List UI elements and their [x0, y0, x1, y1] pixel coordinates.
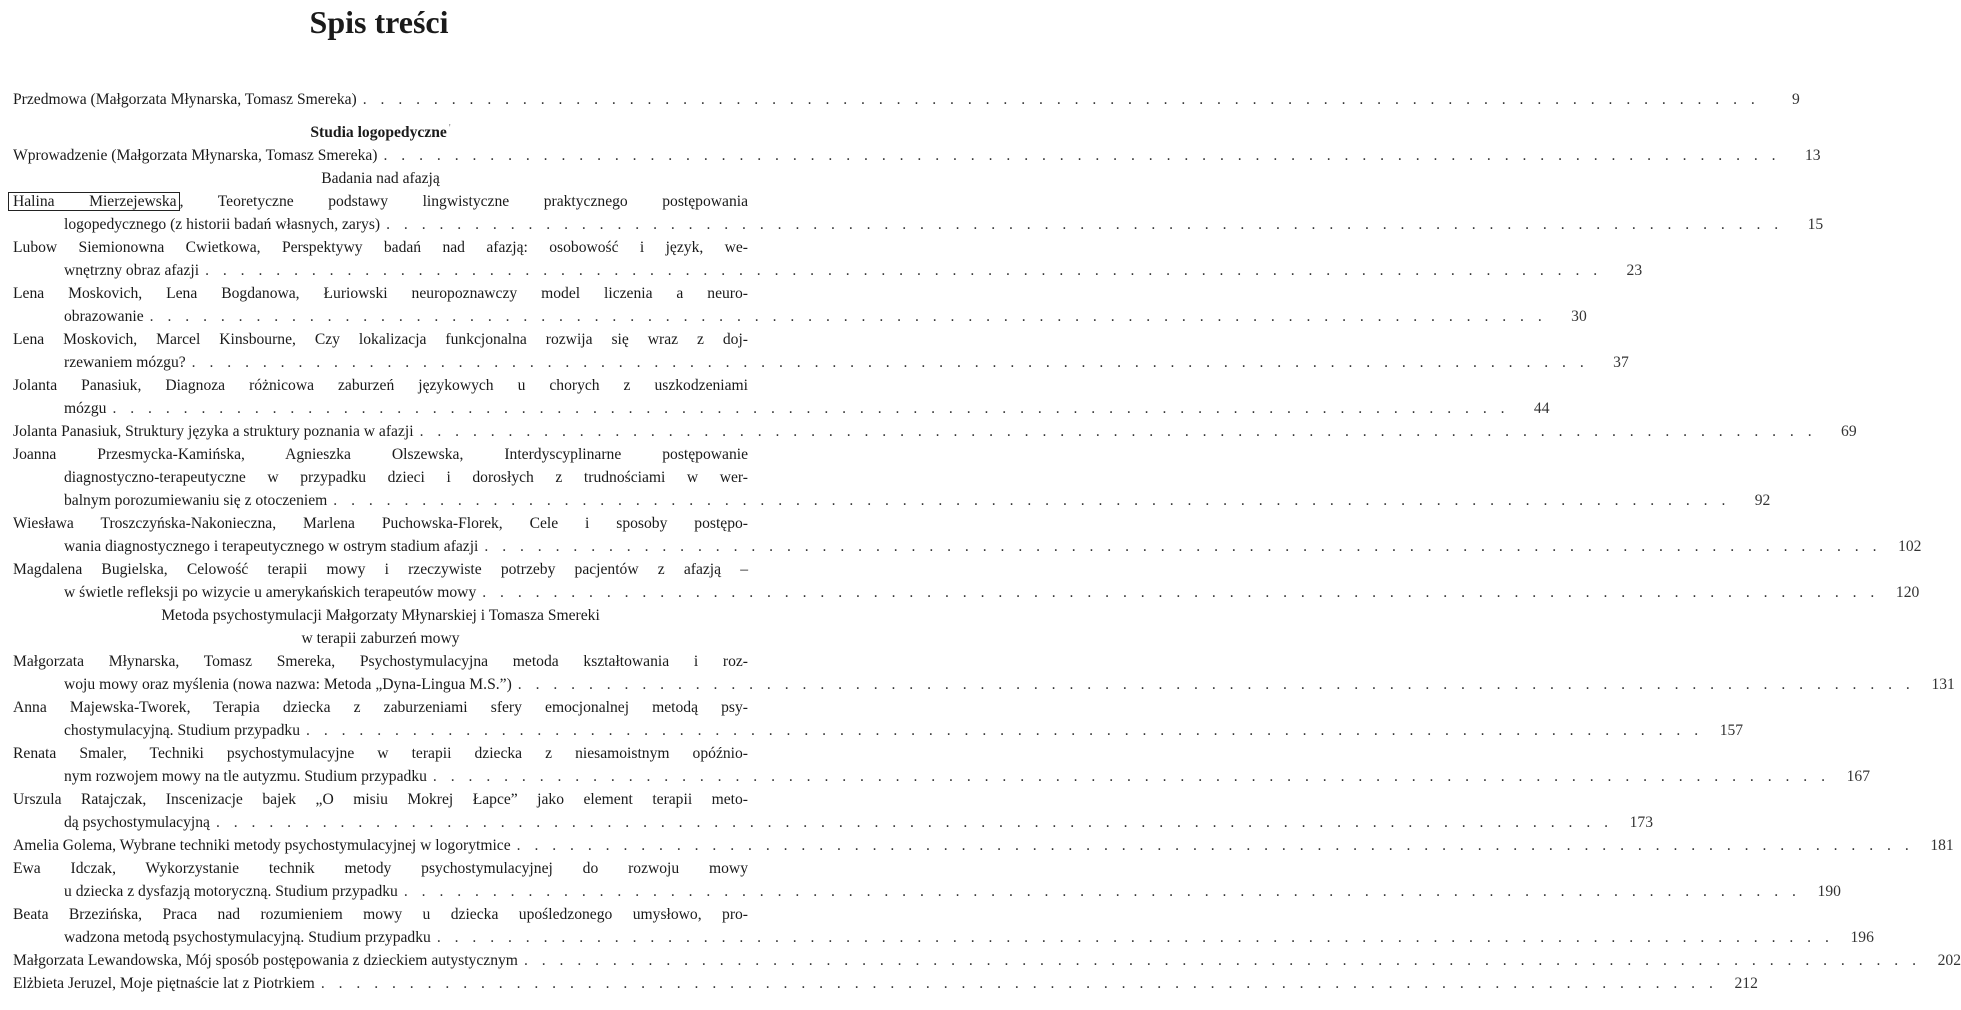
entry-text: Magdalena Bugielska, Celowość terapii mowy i rzeczywiste potrzeby pacjentów z afazją –: [13, 561, 748, 579]
entry-text-line: [13, 236, 748, 259]
entry-text: , Teoretyczne podstawy lingwistyczne praktycznego postępowania: [179, 193, 749, 211]
highlighted-author: Halina Mierzejewska: [8, 192, 180, 211]
toc-entry[interactable]: [13, 558, 1920, 604]
entry-text: wania diagnostycznego i terapeutycznego w ostrym stadium afazji: [64, 538, 479, 556]
section-heading: [13, 167, 748, 190]
entry-last-line: [13, 259, 1643, 282]
entry-text: nym rozwojem mowy na tle autyzmu. Studium przypadku: [64, 768, 427, 786]
leader-dots: . . . . . . . . . . . . . . . . . . . . . . . . . . . . . . . . . . . . . . . . . . . . . . . . . . . . . . . . . . . . . . . . . . . . . . . . . . . . . . .: [320, 975, 1718, 993]
entry-text: Małgorzata Młynarska, Tomasz Smereka, Psychostymulacyjna metoda kształtowania i roz-: [13, 653, 748, 671]
entry-text-line: [13, 558, 748, 581]
entry-last-line: [13, 397, 1550, 420]
section-heading-text: Studia logopedyczne: [310, 124, 447, 142]
entry-text-line: [13, 903, 748, 926]
toc-entry[interactable]: [13, 696, 1744, 742]
entry-text: w świetle refleksji po wizycie u amerykańskich terapeutów mowy: [64, 584, 477, 602]
leader-dots: . . . . . . . . . . . . . . . . . . . . . . . . . . . . . . . . . . . . . . . . . . . . . . . . . . . . . . . . . . . . . . . . . . . . . . . . . . . . . . .: [419, 423, 1817, 441]
page-number: 131: [1931, 676, 1955, 694]
leader-dots: . . . . . . . . . . . . . . . . . . . . . . . . . . . . . . . . . . . . . . . . . . . . . . . . . . . . . . . . . . . . . . . . . . . . . . . . . . . . . . .: [517, 676, 1915, 694]
page-title: Spis treści: [309, 4, 449, 40]
page-number: 102: [1898, 538, 1922, 556]
page-number: 120: [1895, 584, 1920, 602]
entry-text: Lubow Siemionowna Cwietkowa, Perspektywy badań nad afazją: osobowość i język, we-: [13, 239, 748, 257]
toc-entry[interactable]: [13, 788, 1654, 834]
toc-entry[interactable]: [13, 282, 1587, 328]
entry-last-line: [13, 834, 1954, 857]
entry-text-line: [13, 696, 748, 719]
leader-dots: . . . . . . . . . . . . . . . . . . . . . . . . . . . . . . . . . . . . . . . . . . . . . . . . . . . . . . . . . . . . . . . . . . . . . . . . . . . . . . .: [215, 814, 1614, 832]
entry-text: wnętrzny obraz afazji: [64, 262, 200, 280]
entry-last-line: [13, 213, 1824, 236]
entry-text: logopedycznego (z historii badań własnych, zarys): [64, 216, 381, 234]
entry-text: Wprowadzenie (Małgorzata Młynarska, Tomasz Smereka): [13, 147, 378, 165]
entry-last-line: [13, 535, 1922, 558]
entry-text: Beata Brzezińska, Praca nad rozumieniem mowy u dziecka upośledzonego umysłowo, pro-: [13, 906, 748, 924]
page-number: 23: [1626, 262, 1643, 280]
page-number: 92: [1754, 492, 1771, 510]
entry-text-line: [13, 282, 748, 305]
entry-text: Jolanta Panasiuk, Struktury języka a struktury poznania w afazji: [13, 423, 414, 441]
page-number: 196: [1850, 929, 1874, 947]
entry-text-line: [13, 466, 748, 489]
page-number: 181: [1930, 837, 1954, 855]
entry-text: woju mowy oraz myślenia (nowa nazwa: Metoda „Dyna-Lingua M.S.”): [64, 676, 512, 694]
toc-entry[interactable]: [13, 742, 1870, 788]
leader-dots: . . . . . . . . . . . . . . . . . . . . . . . . . . . . . . . . . . . . . . . . . . . . . . . . . . . . . . . . . . . . . . . . . . . . . . . . . . . . . . .: [523, 952, 1921, 970]
page-number: 30: [1571, 308, 1587, 326]
page-number: 9: [1792, 91, 1800, 108]
entry-text: obrazowanie: [64, 308, 144, 326]
leader-dots: . . . . . . . . . . . . . . . . . . . . . . . . . . . . . . . . . . . . . . . . . . . . . . . . . . . . . . . . . . . . . . . . . . . . . . . . . . . . . . .: [112, 400, 1510, 418]
entry-text: Przedmowa (Małgorzata Młynarska, Tomasz Smereka): [13, 91, 357, 108]
leader-dots: . . . . . . . . . . . . . . . . . . . . . . . . . . . . . . . . . . . . . . . . . . . . . . . . . . . . . . . . . . . . . . . . . . . . . . . . . . . . . . .: [333, 492, 1731, 510]
leader-dots: . . . . . . . . . . . . . . . . . . . . . . . . . . . . . . . . . . . . . . . . . . . . . . . . . . . . . . . . . . . . . . . . . . . . . . . . . . . . . . .: [205, 262, 1603, 280]
toc-entry[interactable]: [13, 328, 1629, 374]
toc-entry[interactable]: [13, 443, 1771, 512]
entry-text: Renata Smaler, Techniki psychostymulacyjne w terapii dziecka z niesamoistnym opóźnio-: [13, 745, 748, 763]
entry-text: Joanna Przesmycka-Kamińska, Agnieszka Olszewska, Interdyscyplinarne postępowanie: [13, 446, 748, 464]
leader-dots: . . . . . . . . . . . . . . . . . . . . . . . . . . . . . . . . . . . . . . . . . . . . . . . . . . . . . . . . . . . . . . . . . . . . . . . . . . . . . . .: [362, 91, 1760, 108]
entry-last-line: [13, 305, 1587, 328]
leader-dots: . . . . . . . . . . . . . . . . . . . . . . . . . . . . . . . . . . . . . . . . . . . . . . . . . . . . . . . . . . . . . . . . . . . . . . . . . . . . . . .: [383, 147, 1781, 165]
entry-text: Jolanta Panasiuk, Diagnoza różnicowa zaburzeń językowych u chorych z uszkodzeniami: [13, 377, 748, 395]
page-number: 44: [1533, 400, 1550, 418]
entry-text: rzewaniem mózgu?: [64, 354, 186, 372]
entry-text-line: [13, 443, 748, 466]
toc-entry[interactable]: [13, 650, 1955, 696]
entry-text: Elżbieta Jeruzel, Moje piętnaście lat z Piotrkiem: [13, 975, 315, 993]
entry-last-line: [13, 420, 1857, 443]
page-number: 37: [1613, 354, 1629, 372]
entry-text: Wiesława Troszczyńska-Nakonieczna, Marlena Puchowska-Florek, Cele i sposoby postępo-: [13, 515, 748, 533]
entry-text: Ewa Idczak, Wykorzystanie technik metody psychostymulacyjnej do rozwoju mowy: [13, 860, 748, 878]
entry-text: Anna Majewska-Tworek, Terapia dziecka z zaburzeniami sfery emocjonalnej metodą psy-: [13, 699, 748, 717]
toc-entry[interactable]: [13, 512, 1922, 558]
page-number: 173: [1629, 814, 1654, 832]
leader-dots: . . . . . . . . . . . . . . . . . . . . . . . . . . . . . . . . . . . . . . . . . . . . . . . . . . . . . . . . . . . . . . . . . . . . . . . . . . . . . . .: [191, 354, 1589, 372]
entry-text: wadzona metodą psychostymulacyjną. Studium przypadku: [64, 929, 431, 947]
leader-dots: . . . . . . . . . . . . . . . . . . . . . . . . . . . . . . . . . . . . . . . . . . . . . . . . . . . . . . . . . . . . . . . . . . . . . . . . . . . . . . .: [403, 883, 1801, 901]
toc-entry[interactable]: [13, 236, 1643, 282]
entry-text: balnym porozumiewaniu się z otoczeniem: [64, 492, 328, 510]
section-heading-text: Badania nad afazją: [321, 170, 440, 188]
entry-text-line: [13, 650, 748, 673]
page-number: 190: [1817, 883, 1841, 901]
entry-last-line: [13, 719, 1744, 742]
entry-last-line: [13, 765, 1870, 788]
entry-last-line: [13, 811, 1654, 834]
entry-text-line: [13, 788, 748, 811]
entry-text: Urszula Ratajczak, Inscenizacje bajek „O misiu Mokrej Łapce” jako element terapii meto-: [13, 791, 748, 809]
section-heading: [13, 604, 748, 627]
toc-entry[interactable]: [13, 420, 1857, 443]
page-number: 157: [1719, 722, 1744, 740]
entry-last-line: [13, 972, 1758, 995]
toc-entry[interactable]: [13, 949, 1961, 972]
entry-text-line: [13, 857, 748, 880]
toc-entry[interactable]: [13, 190, 1824, 236]
page-number: 202: [1937, 952, 1961, 970]
entry-last-line: [13, 489, 1771, 512]
entry-last-line: [13, 926, 1874, 949]
entry-text: Lena Moskovich, Marcel Kinsbourne, Czy lokalizacja funkcjonalna rozwija się wraz z doj-: [13, 331, 748, 349]
page-number: 13: [1804, 147, 1821, 165]
page-number: 69: [1841, 423, 1857, 441]
section-heading-text: Metoda psychostymulacji Małgorzaty Młynarskiej i Tomasza Smereki: [161, 607, 600, 625]
entry-last-line: [13, 88, 1800, 111]
entry-text: chostymulacyjną. Studium przypadku: [64, 722, 301, 740]
decorative-mark: ': [448, 123, 451, 134]
entry-last-line: [13, 351, 1629, 374]
entry-text-line: [13, 328, 748, 351]
leader-dots: . . . . . . . . . . . . . . . . . . . . . . . . . . . . . . . . . . . . . . . . . . . . . . . . . . . . . . . . . . . . . . . . . . . . . . . . . . . . . . .: [516, 837, 1914, 855]
entry-text-line: [13, 742, 748, 765]
leader-dots: . . . . . . . . . . . . . . . . . . . . . . . . . . . . . . . . . . . . . . . . . . . . . . . . . . . . . . . . . . . . . . . . . . . . . . . . . . . . . . .: [432, 768, 1830, 786]
entry-text: mózgu: [64, 400, 107, 418]
table-of-contents: [13, 88, 1961, 995]
toc-entry[interactable]: [13, 834, 1954, 857]
entry-text: Amelia Golema, Wybrane techniki metody psychostymulacyjnej w logorytmice: [13, 837, 511, 855]
entry-last-line: [13, 144, 1821, 167]
entry-last-line: [13, 673, 1955, 696]
section-heading: [13, 117, 748, 144]
toc-entry[interactable]: [13, 88, 1800, 111]
entry-text: dą psychostymulacyjną: [64, 814, 210, 832]
section-heading-line2: w terapii zaburzeń mowy: [301, 630, 460, 648]
toc-entry[interactable]: [13, 144, 1821, 167]
toc-entry[interactable]: [13, 903, 1874, 949]
entry-text: u dziecka z dysfazją motoryczną. Studium przypadku: [64, 883, 398, 901]
toc-entry[interactable]: [13, 857, 1841, 903]
leader-dots: . . . . . . . . . . . . . . . . . . . . . . . . . . . . . . . . . . . . . . . . . . . . . . . . . . . . . . . . . . . . . . . . . . . . . . . . . . . . . . .: [386, 216, 1784, 234]
leader-dots: . . . . . . . . . . . . . . . . . . . . . . . . . . . . . . . . . . . . . . . . . . . . . . . . . . . . . . . . . . . . . . . . . . . . . . . . . . . . . . .: [484, 538, 1882, 556]
entry-last-line: [13, 581, 1920, 604]
toc-entry[interactable]: [13, 972, 1758, 995]
entry-text-line: [13, 190, 748, 213]
leader-dots: . . . . . . . . . . . . . . . . . . . . . . . . . . . . . . . . . . . . . . . . . . . . . . . . . . . . . . . . . . . . . . . . . . . . . . . . . . . . . . .: [482, 584, 1880, 602]
entry-text: diagnostyczno-terapeutyczne w przypadku dzieci i dorosłych z trudnościami w wer-: [64, 469, 748, 487]
entry-text: Lena Moskovich, Lena Bogdanowa, Łuriowski neuropoznawczy model liczenia a neuro-: [13, 285, 748, 303]
entry-last-line: [13, 880, 1841, 903]
leader-dots: . . . . . . . . . . . . . . . . . . . . . . . . . . . . . . . . . . . . . . . . . . . . . . . . . . . . . . . . . . . . . . . . . . . . . . . . . . . . . . .: [306, 722, 1704, 740]
entry-text-line: [13, 374, 748, 397]
leader-dots: . . . . . . . . . . . . . . . . . . . . . . . . . . . . . . . . . . . . . . . . . . . . . . . . . . . . . . . . . . . . . . . . . . . . . . . . . . . . . . .: [149, 308, 1547, 326]
page-number: 15: [1807, 216, 1824, 234]
entry-text-line: [13, 512, 748, 535]
toc-entry[interactable]: [13, 374, 1550, 420]
entry-last-line: [13, 949, 1961, 972]
page-number: 212: [1734, 975, 1758, 993]
page-number: 167: [1846, 768, 1870, 786]
leader-dots: . . . . . . . . . . . . . . . . . . . . . . . . . . . . . . . . . . . . . . . . . . . . . . . . . . . . . . . . . . . . . . . . . . . . . . . . . . . . . . .: [436, 929, 1834, 947]
entry-text: Małgorzata Lewandowska, Mój sposób postępowania z dzieckiem autystycznym: [13, 952, 518, 970]
